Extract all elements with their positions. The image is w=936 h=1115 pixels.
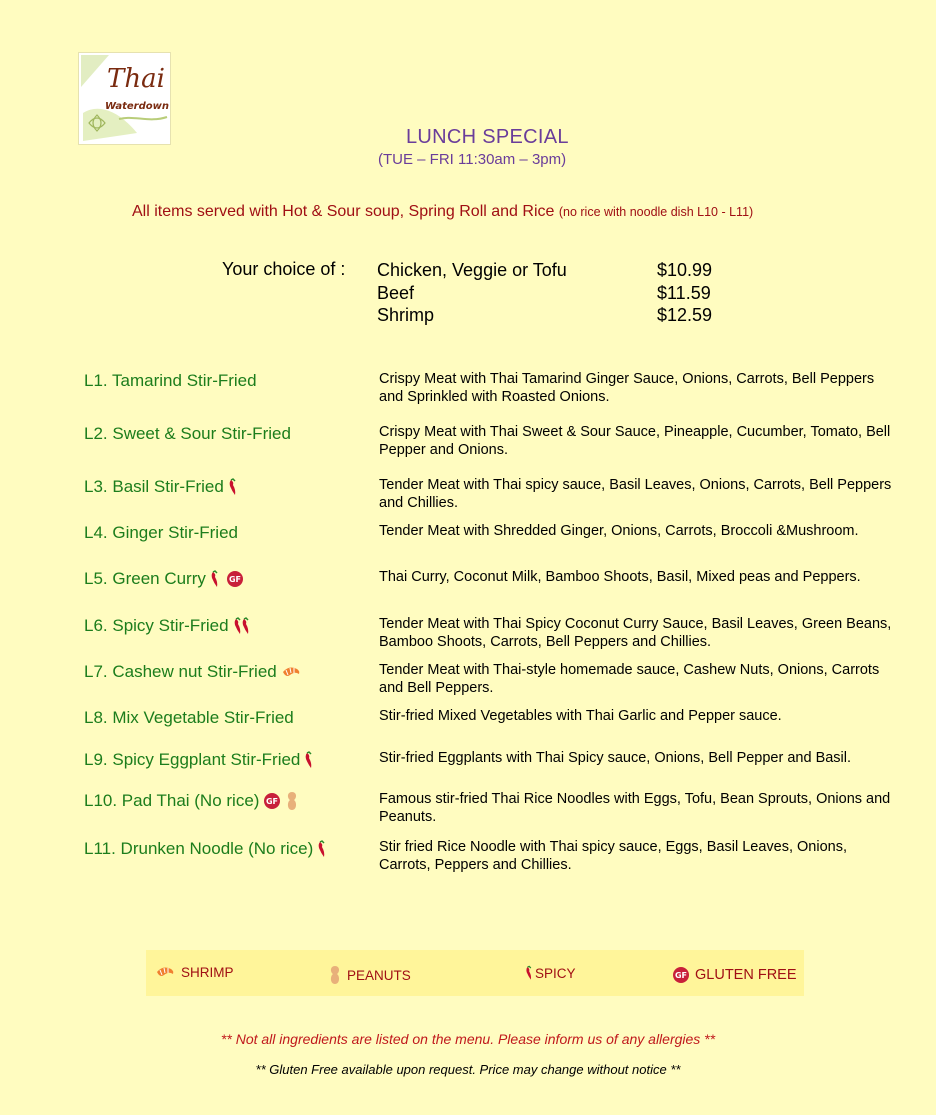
menu-item-description: Tender Meat with Thai-style homemade sauce, Cashew Nuts, Onions, Carrots and Bell Peppers. [379, 662, 880, 696]
price-row [377, 282, 737, 305]
chili-pepper-icon [210, 570, 222, 588]
price-table [377, 259, 737, 327]
svg-text:GF: GF [674, 971, 688, 980]
menu-item-name: L8. Mix Vegetable Stir-Fried [84, 708, 294, 727]
logo-text-thai: Thai [107, 64, 165, 94]
chili-pepper-icon [317, 840, 329, 858]
chili-pepper-icon [228, 478, 240, 496]
gluten-free-icon [263, 792, 281, 810]
menu-item-name: L10. Pad Thai (No rice) [84, 791, 260, 810]
menu-item-name: L11. Drunken Noodle (No rice) [84, 839, 314, 858]
svg-text:GF: GF [228, 575, 241, 584]
restaurant-logo [78, 52, 171, 145]
menu-item-description: Tender Meat with Thai spicy sauce, Basil Leaves, Onions, Carrots, Bell Peppers and Chillies. [379, 477, 892, 511]
served-with-note [132, 203, 753, 221]
menu-item-description: Crispy Meat with Thai Sweet & Sour Sauce, Pineapple, Cucumber, Tomato, Bell Pepper and Onions. [379, 424, 891, 458]
legend-spicy-label: SPICY [535, 965, 576, 981]
choice-label: Your choice of : [222, 259, 346, 279]
menu-item-description: Stir fried Rice Noodle with Thai spicy sauce, Eggs, Basil Leaves, Onions, Carrots, Peppers and Chillies. [379, 839, 847, 873]
menu-item-description: Stir-fried Mixed Vegetables with Thai Garlic and Pepper sauce. [379, 708, 782, 724]
peanut-icon [328, 965, 342, 985]
legend-shrimp-label: SHRIMP [181, 964, 234, 980]
protein-price: $11.59 [657, 282, 711, 303]
menu-item-description: Tender Meat with Thai Spicy Coconut Curry Sauce, Basil Leaves, Green Beans, Bamboo Shoots, Carrots, Bell Peppers and Chillies. [379, 616, 892, 650]
allergy-note: ** Not all ingredients are listed on the menu. Please inform us of any allergies ** [220, 1031, 716, 1047]
gluten-free-icon [672, 966, 690, 984]
gluten-free-note: ** Gluten Free available upon request. Price may change without notice ** [255, 1062, 681, 1077]
svg-text:GF: GF [266, 797, 279, 806]
menu-item-name: L9. Spicy Eggplant Stir-Fried [84, 750, 301, 769]
chili-pepper-icon [525, 964, 535, 982]
menu-item-name: L2. Sweet & Sour Stir-Fried [84, 424, 291, 443]
menu-item-name: L3. Basil Stir-Fried [84, 477, 224, 496]
menu-item-name: L4. Ginger Stir-Fried [84, 523, 238, 542]
legend-peanuts-label: PEANUTS [347, 967, 411, 983]
legend-gluten-free-label: GLUTEN FREE [695, 967, 797, 983]
logo-text-waterdown: Waterdown [105, 101, 169, 112]
legend-peanuts [328, 965, 411, 985]
hours-text: (TUE – FRI 11:30am – 3pm) [378, 151, 567, 168]
menu-item-name: L1. Tamarind Stir-Fried [84, 371, 257, 390]
icon-legend [146, 950, 804, 996]
shrimp-icon [154, 964, 176, 980]
served-main-text: All items served with Hot & Sour soup, Spring Roll and Rice [132, 203, 555, 220]
price-row [377, 304, 737, 327]
served-rice-note: (no rice with noodle dish L10 - L11) [558, 205, 754, 219]
page-title: LUNCH SPECIAL [406, 126, 569, 148]
protein-option: Chicken, Veggie or Tofu [377, 260, 567, 280]
shrimp-icon [281, 664, 301, 680]
menu-item-name: L5. Green Curry [84, 569, 206, 588]
gluten-free-icon [226, 570, 244, 588]
legend-spicy [525, 964, 576, 982]
protein-price: $12.59 [657, 305, 713, 325]
menu-item-description: Thai Curry, Coconut Milk, Bamboo Shoots, Basil, Mixed peas and Peppers. [379, 569, 861, 585]
double-chili-pepper-icon [233, 617, 253, 635]
peanut-icon [285, 791, 299, 811]
protein-price: $10.99 [657, 260, 713, 280]
menu-item-name: L7. Cashew nut Stir-Fried [84, 662, 277, 681]
menu-item-description: Tender Meat with Shredded Ginger, Onions, Carrots, Broccoli &Mushroom. [379, 523, 859, 539]
menu-item-name: L6. Spicy Stir-Fried [84, 616, 229, 635]
protein-option: Shrimp [377, 305, 435, 325]
price-row [377, 259, 737, 282]
menu-item-description: Crispy Meat with Thai Tamarind Ginger Sauce, Onions, Carrots, Bell Peppers and Sprinkled with Roasted Onions. [379, 371, 875, 405]
chili-pepper-icon [304, 751, 316, 769]
legend-shrimp [154, 964, 234, 980]
menu-item-description: Stir-fried Eggplants with Thai Spicy sauce, Onions, Bell Pepper and Basil. [379, 750, 852, 766]
protein-option: Beef [377, 282, 415, 303]
menu-item-description: Famous stir-fried Thai Rice Noodles with Eggs, Tofu, Bean Sprouts, Onions and Peanuts. [379, 791, 891, 825]
legend-gluten-free [672, 966, 797, 984]
